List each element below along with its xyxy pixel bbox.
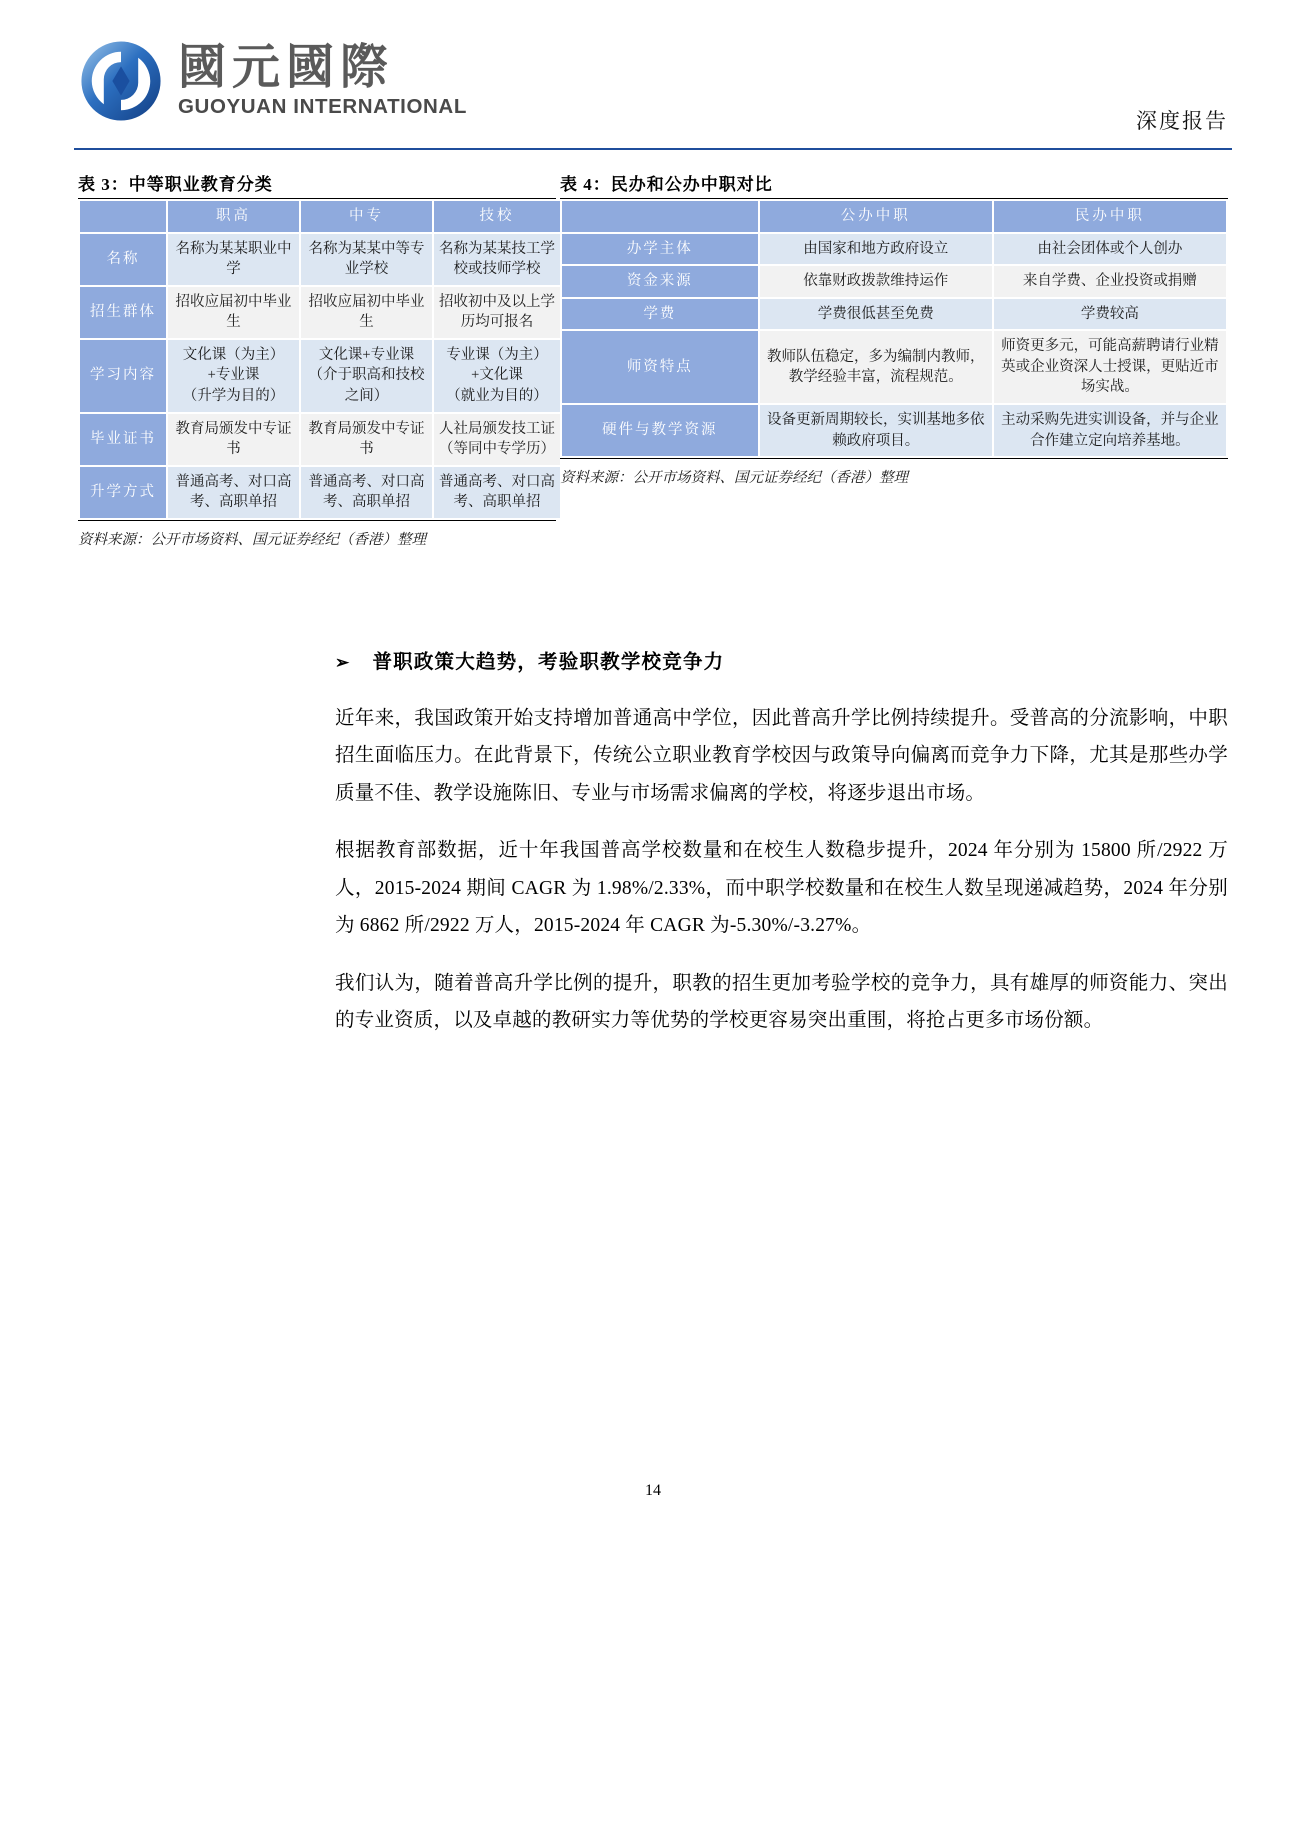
table-cell: 招收初中及以上学历均可报名	[434, 287, 560, 338]
table-cell: 来自学费、企业投资或捐赠	[994, 266, 1226, 297]
table-cell: 由社会团体或个人创办	[994, 234, 1226, 265]
table-3-block	[78, 170, 556, 549]
table-row-header: 升学方式	[80, 467, 166, 518]
body-paragraph: 根据教育部数据，近十年我国普高学校数量和在校生人数稳步提升，2024 年分别为 15800 所/2922 万人，2015-2024 期间 CAGR 为 1.98%/2.33%，而中职学校数量和在校生人数呈现递减趋势，2024 年分别为 6862 所/2922 万人，2015-2024 年 CAGR 为-5.30%/-3.27%。	[335, 840, 1228, 937]
body-paragraph: 我们认为，随着普高升学比例的提升，职教的招生更加考验学校的竞争力，具有雄厚的师资能力、突出的专业资质，以及卓越的教研实力等优势的学校更容易突出重围，将抢占更多市场份额。	[335, 972, 1228, 1032]
table-cell: 教师队伍稳定，多为编制内教师，教学经验丰富，流程规范。	[760, 331, 992, 403]
table-row	[562, 234, 1226, 265]
company-logo	[78, 38, 467, 124]
table-header-row	[562, 201, 1226, 232]
table-row	[562, 405, 1226, 456]
table-cell: 招收应届初中毕业生	[301, 287, 432, 338]
table-cell: 人社局颁发技工证 （等同中专学历）	[434, 414, 560, 465]
arrow-bullet-icon: ➢	[335, 653, 351, 672]
table-row	[80, 414, 560, 465]
table-cell: 由国家和地方政府设立	[760, 234, 992, 265]
table-3	[78, 199, 562, 520]
table-cell: 普通高考、对口高考、高职单招	[301, 467, 432, 518]
table-4-source: 资料来源：公开市场资料、国元证券经纪（香港）整理	[560, 470, 908, 487]
table-cell: 师资更多元，可能高薪聘请行业精英或企业资深人士授课，更贴近市场实战。	[994, 331, 1226, 403]
table-3-caption: 表 3：中等职业教育分类	[78, 175, 273, 194]
table-4	[560, 199, 1228, 458]
page-number: 14	[645, 1482, 661, 1499]
table-row-header: 学费	[562, 299, 758, 330]
table-cell: 名称为某某职业中学	[168, 234, 299, 285]
header-divider	[74, 148, 1232, 150]
paragraph-list	[335, 700, 1228, 1040]
table-row-header: 硬件与教学资源	[562, 405, 758, 456]
table-column-header: 职高	[168, 201, 299, 232]
table-row-header: 招生群体	[80, 287, 166, 338]
page-header	[0, 0, 1306, 160]
table-row	[80, 287, 560, 338]
table-cell: 依靠财政拨款维持运作	[760, 266, 992, 297]
table-cell: 普通高考、对口高考、高职单招	[168, 467, 299, 518]
table-cell: 文化课+专业课 （介于职高和技校之间）	[301, 340, 432, 412]
logo-english-name: GUOYUAN INTERNATIONAL	[178, 95, 467, 119]
table-cell: 学费较高	[994, 299, 1226, 330]
table-cell: 名称为某某中等专业学校	[301, 234, 432, 285]
table-row	[80, 340, 560, 412]
section-heading-text: 普职政策大趋势，考验职教学校竞争力	[372, 652, 725, 673]
table-4-block	[560, 170, 1228, 487]
table-cell: 普通高考、对口高考、高职单招	[434, 467, 560, 518]
logo-chinese-name: 國元國際	[178, 40, 395, 94]
section-heading	[335, 646, 1228, 674]
table-4-bottom-rule	[560, 458, 1228, 459]
table-row	[562, 266, 1226, 297]
table-column-header: 技校	[434, 201, 560, 232]
table-cell: 主动采购先进实训设备，并与企业合作建立定向培养基地。	[994, 405, 1226, 456]
table-row	[80, 234, 560, 285]
table-row-header: 毕业证书	[80, 414, 166, 465]
table-header-row	[80, 201, 560, 232]
table-3-source: 资料来源：公开市场资料、国元证券经纪（香港）整理	[78, 531, 426, 548]
table-cell: 专业课（为主）+文化课 （就业为目的）	[434, 340, 560, 412]
table-header-corner	[562, 201, 758, 232]
table-4-caption: 表 4：民办和公办中职对比	[560, 175, 773, 194]
table-row-header: 名称	[80, 234, 166, 285]
guoyuan-logo-icon	[78, 38, 164, 124]
table-column-header: 公办中职	[760, 201, 992, 232]
table-cell: 学费很低甚至免费	[760, 299, 992, 330]
table-row	[562, 299, 1226, 330]
body-paragraph: 近年来，我国政策开始支持增加普通高中学位，因此普高升学比例持续提升。受普高的分流影响，中职招生面临压力。在此背景下，传统公立职业教育学校因与政策导向偏离而竞争力下降，尤其是那些办学质量不佳、教学设施陈旧、专业与市场需求偏离的学校，将逐步退出市场。	[335, 708, 1228, 804]
table-column-header: 民办中职	[994, 201, 1226, 232]
table-row	[80, 467, 560, 518]
table-cell: 文化课（为主）+专业课 （升学为目的）	[168, 340, 299, 412]
table-3-bottom-rule	[78, 520, 556, 521]
logo-wordmark	[178, 40, 467, 119]
table-cell: 设备更新周期较长，实训基地多依赖政府项目。	[760, 405, 992, 456]
table-column-header: 中专	[301, 201, 432, 232]
table-cell: 教育局颁发中专证书	[301, 414, 432, 465]
report-type-label: 深度报告	[1136, 109, 1228, 133]
table-row-header: 办学主体	[562, 234, 758, 265]
table-cell: 教育局颁发中专证书	[168, 414, 299, 465]
article-body	[335, 646, 1228, 1060]
table-cell: 名称为某某技工学校或技师学校	[434, 234, 560, 285]
table-row	[562, 331, 1226, 403]
table-row-header: 师资特点	[562, 331, 758, 403]
table-header-corner	[80, 201, 166, 232]
table-row-header: 学习内容	[80, 340, 166, 412]
table-row-header: 资金来源	[562, 266, 758, 297]
table-cell: 招收应届初中毕业生	[168, 287, 299, 338]
